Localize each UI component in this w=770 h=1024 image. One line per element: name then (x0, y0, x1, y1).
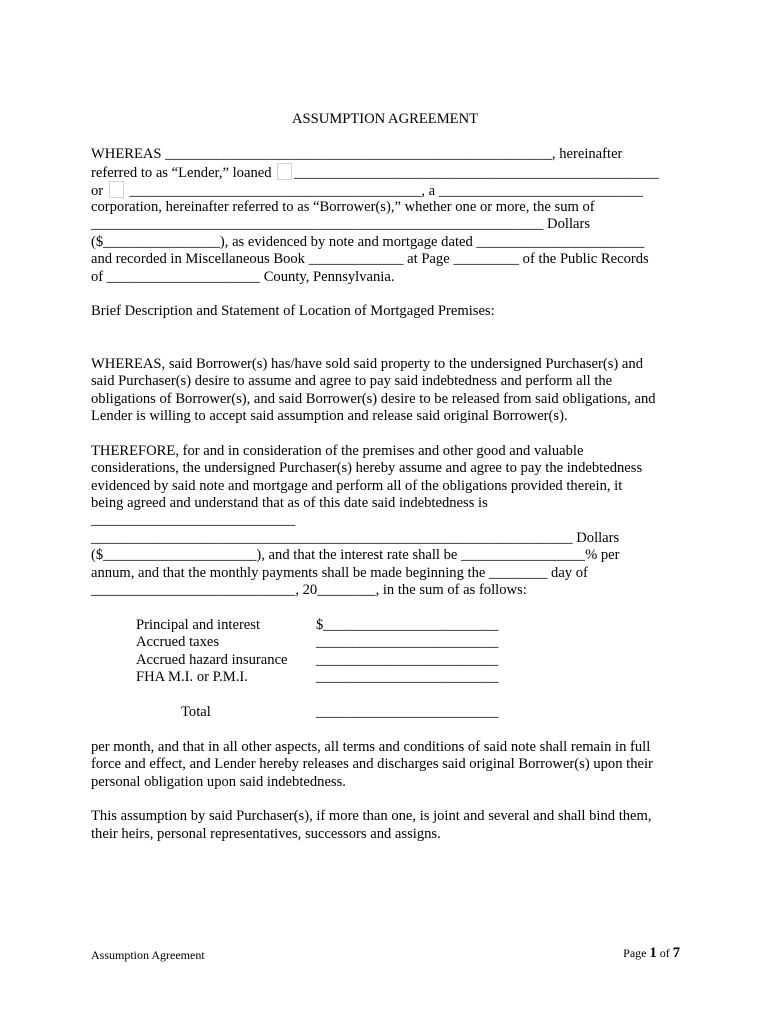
therefore-line-5: ____________________________ (91, 512, 296, 528)
therefore-line-3: evidenced by said note and mortgage and perform all of the obligations provided therein, it (91, 478, 623, 494)
brief-description-heading: Brief Description and Statement of Location of Mortgaged Premises: (91, 303, 495, 319)
permonth-line-1: per month, and that in all other aspects, all terms and conditions of said note shall remain in full (91, 739, 651, 755)
table-line-principal: $________________________ (316, 617, 499, 633)
assumption-line-2: their heirs, personal representatives, successors and assigns. (91, 826, 441, 842)
table-label-hazard: Accrued hazard insurance (136, 652, 288, 668)
therefore-line-4: being agreed and understand that as of this date said indebtedness is (91, 495, 488, 511)
permonth-line-3: personal obligation upon said indebtedness. (91, 774, 346, 790)
whereas2-line-2: said Purchaser(s) desire to assume and agree to pay said indebtedness and perform all the (91, 373, 613, 389)
table-label-total: Total (181, 704, 211, 720)
borrower-blank: ________________________________________, a ____________________________ (129, 183, 644, 199)
therefore-line-7: ($_____________________), and that the interest rate shall be _________________% per (91, 547, 620, 563)
whereas1-line-8: of _____________________ County, Pennsylvania. (91, 269, 395, 285)
table-line-hazard: _________________________ (316, 652, 499, 668)
lender-text: referred to as “Lender,” loaned (91, 165, 272, 181)
table-label-fha: FHA M.I. or P.M.I. (136, 669, 248, 685)
table-label-principal: Principal and interest (136, 617, 261, 633)
table-line-fha: _________________________ (316, 669, 499, 685)
footer-document-name: Assumption Agreement (91, 948, 205, 962)
footer-of-word: of (659, 946, 670, 960)
assumption-line-1: This assumption by said Purchaser(s), if more than one, is joint and several and shall bind them, (91, 808, 652, 824)
whereas1-line-2 (91, 163, 659, 183)
whereas1-line-5: ______________________________________________________________ Dollars (91, 216, 591, 232)
whereas2-line-3: obligations of Borrower(s), and said Borrower(s) desire to be released from said obligations, and (91, 391, 656, 407)
whereas1-line-6: ($________________), as evidenced by note and mortgage dated _______________________ (91, 234, 645, 250)
therefore-line-8: annum, and that the monthly payments shall be made beginning the ________ day of (91, 565, 588, 581)
footer-page-current: 1 (649, 945, 657, 961)
footer-page-word: Page (623, 946, 647, 960)
therefore-line-9: ____________________________, 20________, in the sum of as follows: (91, 582, 527, 598)
permonth-line-2: force and effect, and Lender hereby releases and discharges said original Borrower(s) upon their (91, 756, 653, 772)
table-line-taxes: _________________________ (316, 634, 499, 650)
whereas1-line-7: and recorded in Miscellaneous Book _____________ at Page _________ of the Public Records (91, 251, 649, 267)
therefore-line-1: THEREFORE, for and in consideration of the premises and other good and valuable (91, 443, 584, 459)
or-text: or (91, 183, 104, 199)
document-title: ASSUMPTION AGREEMENT (291, 111, 479, 127)
whereas2-line-4: Lender is willing to accept said assumption and release said original Borrower(s). (91, 408, 568, 424)
whereas1-line-4: corporation, hereinafter referred to as “Borrower(s),” whether one or more, the sum of (91, 199, 595, 215)
whereas1-line-3 (91, 181, 643, 201)
table-line-total: _________________________ (316, 704, 499, 720)
footer-page-number (623, 945, 680, 962)
therefore-line-2: considerations, the undersigned Purchaser(s) hereby assume and agree to pay the indebtedness (91, 460, 643, 476)
footer-page-total: 7 (672, 945, 680, 961)
whereas2-line-1: WHEREAS, said Borrower(s) has/have sold said property to the undersigned Purchaser(s) and (91, 356, 643, 372)
therefore-line-6: __________________________________________________________________ Dollars (91, 530, 620, 546)
or-checkbox[interactable] (109, 181, 124, 198)
lender-blank: __________________________________________________ (294, 165, 660, 181)
table-label-taxes: Accrued taxes (136, 634, 220, 650)
lender-checkbox[interactable] (277, 163, 292, 180)
whereas1-line-1: WHEREAS _____________________________________________________, hereinafter (91, 146, 623, 162)
